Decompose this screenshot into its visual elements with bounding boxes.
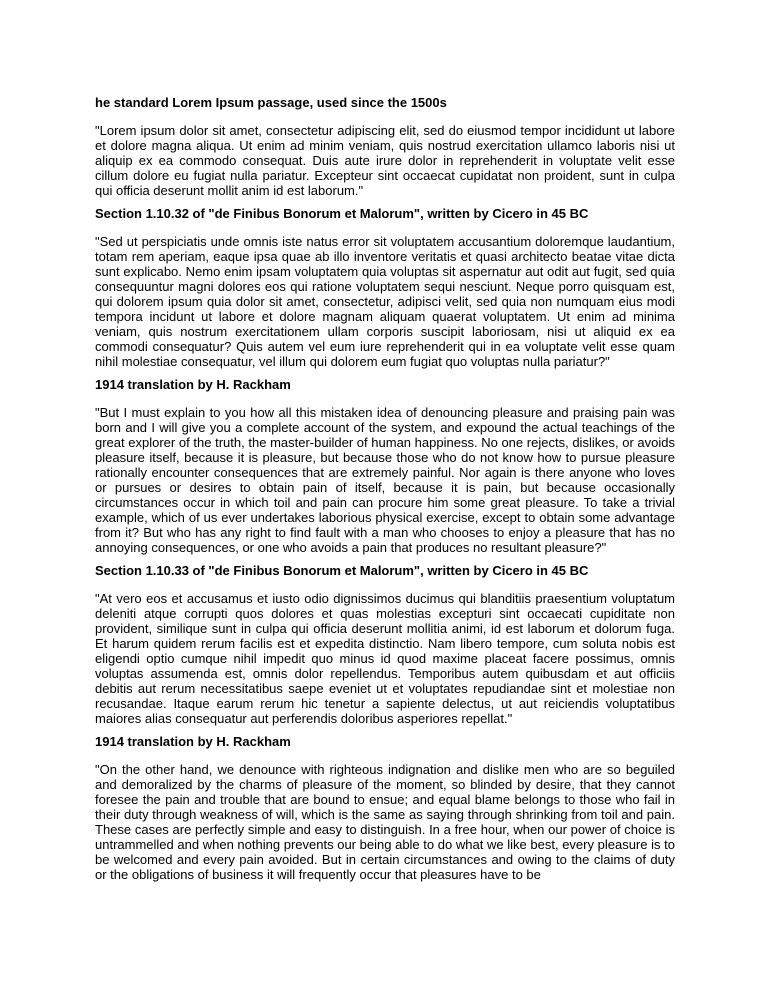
- heading-section-1-10-32: Section 1.10.32 of "de Finibus Bonorum et Malorum", written by Cicero in 45 BC: [95, 206, 589, 221]
- paragraph-lorem-ipsum: "Lorem ipsum dolor sit amet, consectetur adipiscing elit, sed do eiusmod tempor incididunt ut labore et dolore magna aliqua. Ut enim ad minim veniam, quis nostrud exercitation ullamco laboris nisi ut aliquip ex ea commodo consequat. Duis aute irure dolor in reprehenderit in voluptate velit esse cillum dolore eu fugiat nulla pariatur. Excepteur sint occaecat cupidatat non proident, sunt in culpa qui officia deserunt mollit anim id est laborum.": [95, 123, 675, 198]
- heading-section-1-10-33: Section 1.10.33 of "de Finibus Bonorum et Malorum", written by Cicero in 45 BC: [95, 563, 589, 578]
- heading-rackham-translation-1: 1914 translation by H. Rackham: [95, 377, 291, 392]
- paragraph-cicero-1-10-32: "Sed ut perspiciatis unde omnis iste natus error sit voluptatem accusantium doloremque laudantium, totam rem aperiam, eaque ipsa quae ab illo inventore veritatis et quasi architecto beatae vitae dicta sunt explicabo. Nemo enim ipsam voluptatem quia voluptas sit aspernatur aut odit aut fugit, sed quia consequuntur magni dolores eos qui ratione voluptatem sequi nesciunt. Neque porro quisquam est, qui dolorem ipsum quia dolor sit amet, consectetur, adipisci velit, sed quia non numquam eius modi tempora incidunt ut labore et dolore magnam aliquam quaerat voluptatem. Ut enim ad minima veniam, quis nostrum exercitationem ullam corporis suscipit laboriosam, nisi ut aliquid ex ea commodi consequatur? Quis autem vel eum iure reprehenderit qui in ea voluptate velit esse quam nihil molestiae consequatur, vel illum qui dolorem eum fugiat quo voluptas nulla pariatur?": [95, 234, 675, 369]
- heading-rackham-translation-2: 1914 translation by H. Rackham: [95, 734, 291, 749]
- paragraph-rackham-translation-2: "On the other hand, we denounce with righteous indignation and dislike men who are so beguiled and demoralized by the charms of pleasure of the moment, so blinded by desire, that they cannot foresee the pain and trouble that are bound to ensue; and equal blame belongs to those who fail in their duty through weakness of will, which is the same as saying through shrinking from toil and pain. These cases are perfectly simple and easy to distinguish. In a free hour, when our power of choice is untrammelled and when nothing prevents our being able to do what we like best, every pleasure is to be welcomed and every pain avoided. But in certain circumstances and owing to the claims of duty or the obligations of business it will frequently occur that pleasures have to be: [95, 762, 675, 882]
- heading-standard-lorem-passage: he standard Lorem Ipsum passage, used since the 1500s: [95, 95, 447, 110]
- paragraph-rackham-translation-1: "But I must explain to you how all this mistaken idea of denouncing pleasure and praising pain was born and I will give you a complete account of the system, and expound the actual teachings of the great explorer of the truth, the master-builder of human happiness. No one rejects, dislikes, or avoids pleasure itself, because it is pleasure, but because those who do not know how to pursue pleasure rationally encounter consequences that are extremely painful. Nor again is there anyone who loves or pursues or desires to obtain pain of itself, because it is pain, but because occasionally circumstances occur in which toil and pain can procure him some great pleasure. To take a trivial example, which of us ever undertakes laborious physical exercise, except to obtain some advantage from it? But who has any right to find fault with a man who chooses to enjoy a pleasure that has no annoying consequences, or one who avoids a pain that produces no resultant pleasure?": [95, 405, 675, 555]
- paragraph-cicero-1-10-33: "At vero eos et accusamus et iusto odio dignissimos ducimus qui blanditiis praesentium voluptatum deleniti atque corrupti quos dolores et quas molestias excepturi sint occaecati cupiditate non provident, similique sunt in culpa qui officia deserunt mollitia animi, id est laborum et dolorum fuga. Et harum quidem rerum facilis est et expedita distinctio. Nam libero tempore, cum soluta nobis est eligendi optio cumque nihil impedit quo minus id quod maxime placeat facere possimus, omnis voluptas assumenda est, omnis dolor repellendus. Temporibus autem quibusdam et aut officiis debitis aut rerum necessitatibus saepe eveniet ut et voluptates repudiandae sint et molestiae non recusandae. Itaque earum rerum hic tenetur a sapiente delectus, ut aut reiciendis voluptatibus maiores alias consequatur aut perferendis doloribus asperiores repellat.": [95, 591, 675, 726]
